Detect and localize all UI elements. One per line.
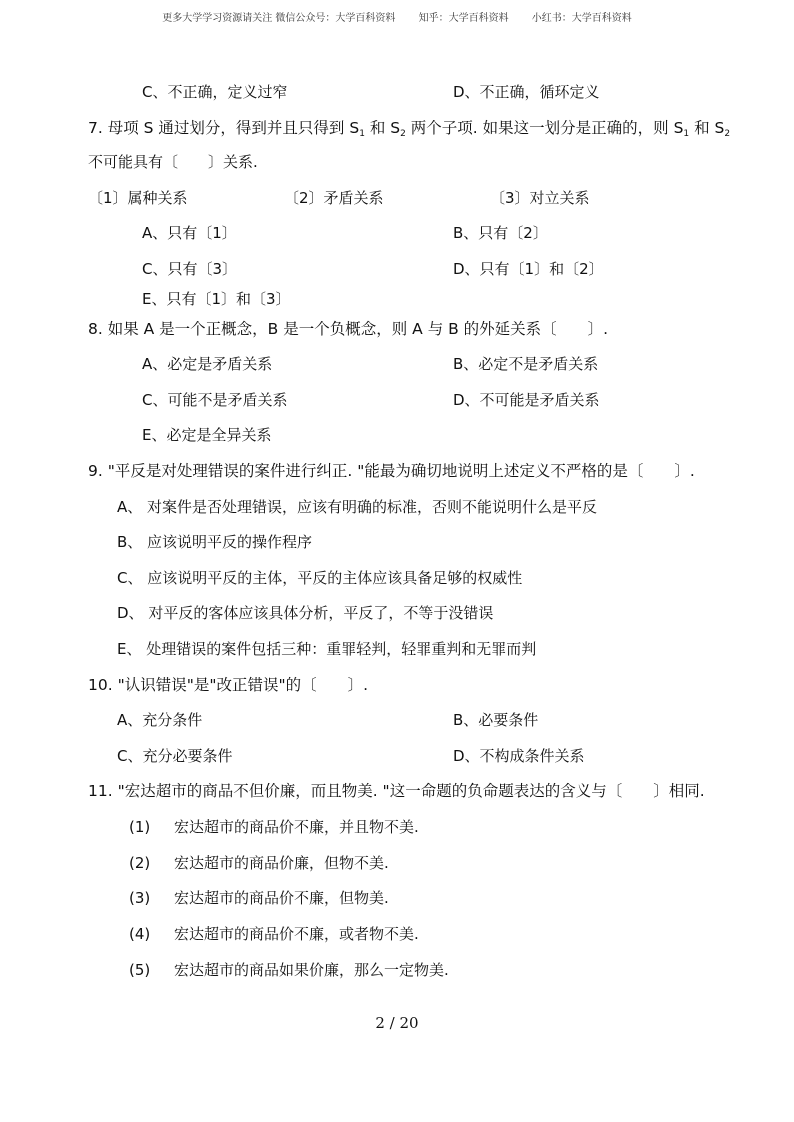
q7-subscript: 2 [400,129,406,139]
q7-subscript: 2 [724,129,731,139]
q7-stem-part: 7. 母项 S 通过划分，得到并且只得到 S [88,119,360,137]
q11-item-num: (2) [129,854,151,872]
q11-item-text: 宏达超市的商品价不廉，或者物不美. [174,925,419,943]
q10-option-b: B、必要条件 [453,711,539,729]
q7-stem-part: 两个子项. 如果这一划分是正确的，则 S [405,119,684,137]
q7-option-e: E、只有〔1〕和〔3〕 [142,290,291,308]
q11-item-text: 宏达超市的商品价不廉，但物美. [174,889,389,907]
q11-item-num: (1) [129,818,151,836]
q10-option-c: C、充分必要条件 [117,747,233,765]
header-xiaohongshu: 小红书：大学百科资料 [531,13,632,24]
q9-option-b: B、 应该说明平反的操作程序 [117,533,313,551]
q11-item-num: (5) [129,961,151,979]
q8-option-c: C、可能不是矛盾关系 [142,391,288,409]
q7-option-c: C、只有〔3〕 [142,260,238,278]
q8-option-a: A、必定是矛盾关系 [142,355,273,373]
q11-item-num: (3) [129,889,151,907]
q7-stem-part: 和 S [689,119,725,137]
q11-item-text: 宏达超市的商品如果价廉，那么一定物美. [174,961,449,979]
header-wechat: 更多大学学习资源请关注 微信公众号：大学百科资料 [162,13,396,24]
q9-option-d: D、 对平反的客体应该具体分析，平反了，不等于没错误 [117,604,494,622]
q11-stem: 11. "宏达超市的商品不但价廉，而且物美. "这一命题的负命题表达的含义与〔 〕相同. [88,782,705,800]
q7-stem-part: 和 S [364,119,401,137]
q7-subscript: 1 [683,129,690,139]
q7-subscript: 1 [359,129,365,139]
q11-item-text: 宏达超市的商品价廉，但物不美. [174,854,389,872]
q7-option-b: B、只有〔2〕 [453,224,548,242]
q7-option-d: D、只有〔1〕和〔2〕 [453,260,604,278]
q7-relation-3: 〔3〕对立关系 [490,189,590,207]
q10-stem: 10. "认识错误"是"改正错误"的〔 〕. [88,676,369,694]
q8-stem: 8. 如果 A 是一个正概念，B 是一个负概念，则 A 与 B 的外延关系〔 〕. [88,320,609,338]
q7-relation-2: 〔2〕矛盾关系 [284,189,384,207]
q7-stem [88,118,730,138]
page-header [0,9,794,24]
q7-option-a: A、只有〔1〕 [142,224,237,242]
q6-option-c: C、不正确，定义过窄 [142,83,288,101]
q9-option-e: E、 处理错误的案件包括三种：重罪轻判，轻罪重判和无罪而判 [117,640,537,658]
q9-option-a: A、 对案件是否处理错误，应该有明确的标准，否则不能说明什么是平反 [117,498,598,516]
q9-stem: 9. "平反是对处理错误的案件进行纠正. "能最为确切地说明上述定义不严格的是〔 〕. [88,462,695,480]
q8-option-d: D、不可能是矛盾关系 [453,391,600,409]
q7-stem-line2: 不可能具有〔 〕关系. [88,153,258,171]
q11-item-num: (4) [129,925,151,943]
q6-option-d: D、不正确，循环定义 [453,83,600,101]
page-number: 2 / 20 [375,1014,419,1032]
q9-option-c: C、 应该说明平反的主体，平反的主体应该具备足够的权威性 [117,569,523,587]
q8-option-b: B、必定不是矛盾关系 [453,355,599,373]
q8-option-e: E、必定是全异关系 [142,426,272,444]
q10-option-d: D、不构成条件关系 [453,747,585,765]
header-zhihu: 知乎：大学百科资料 [418,13,509,24]
q11-item-text: 宏达超市的商品价不廉，并且物不美. [174,818,419,836]
q7-relation-1: 〔1〕属种关系 [88,189,188,207]
q10-option-a: A、充分条件 [117,711,203,729]
